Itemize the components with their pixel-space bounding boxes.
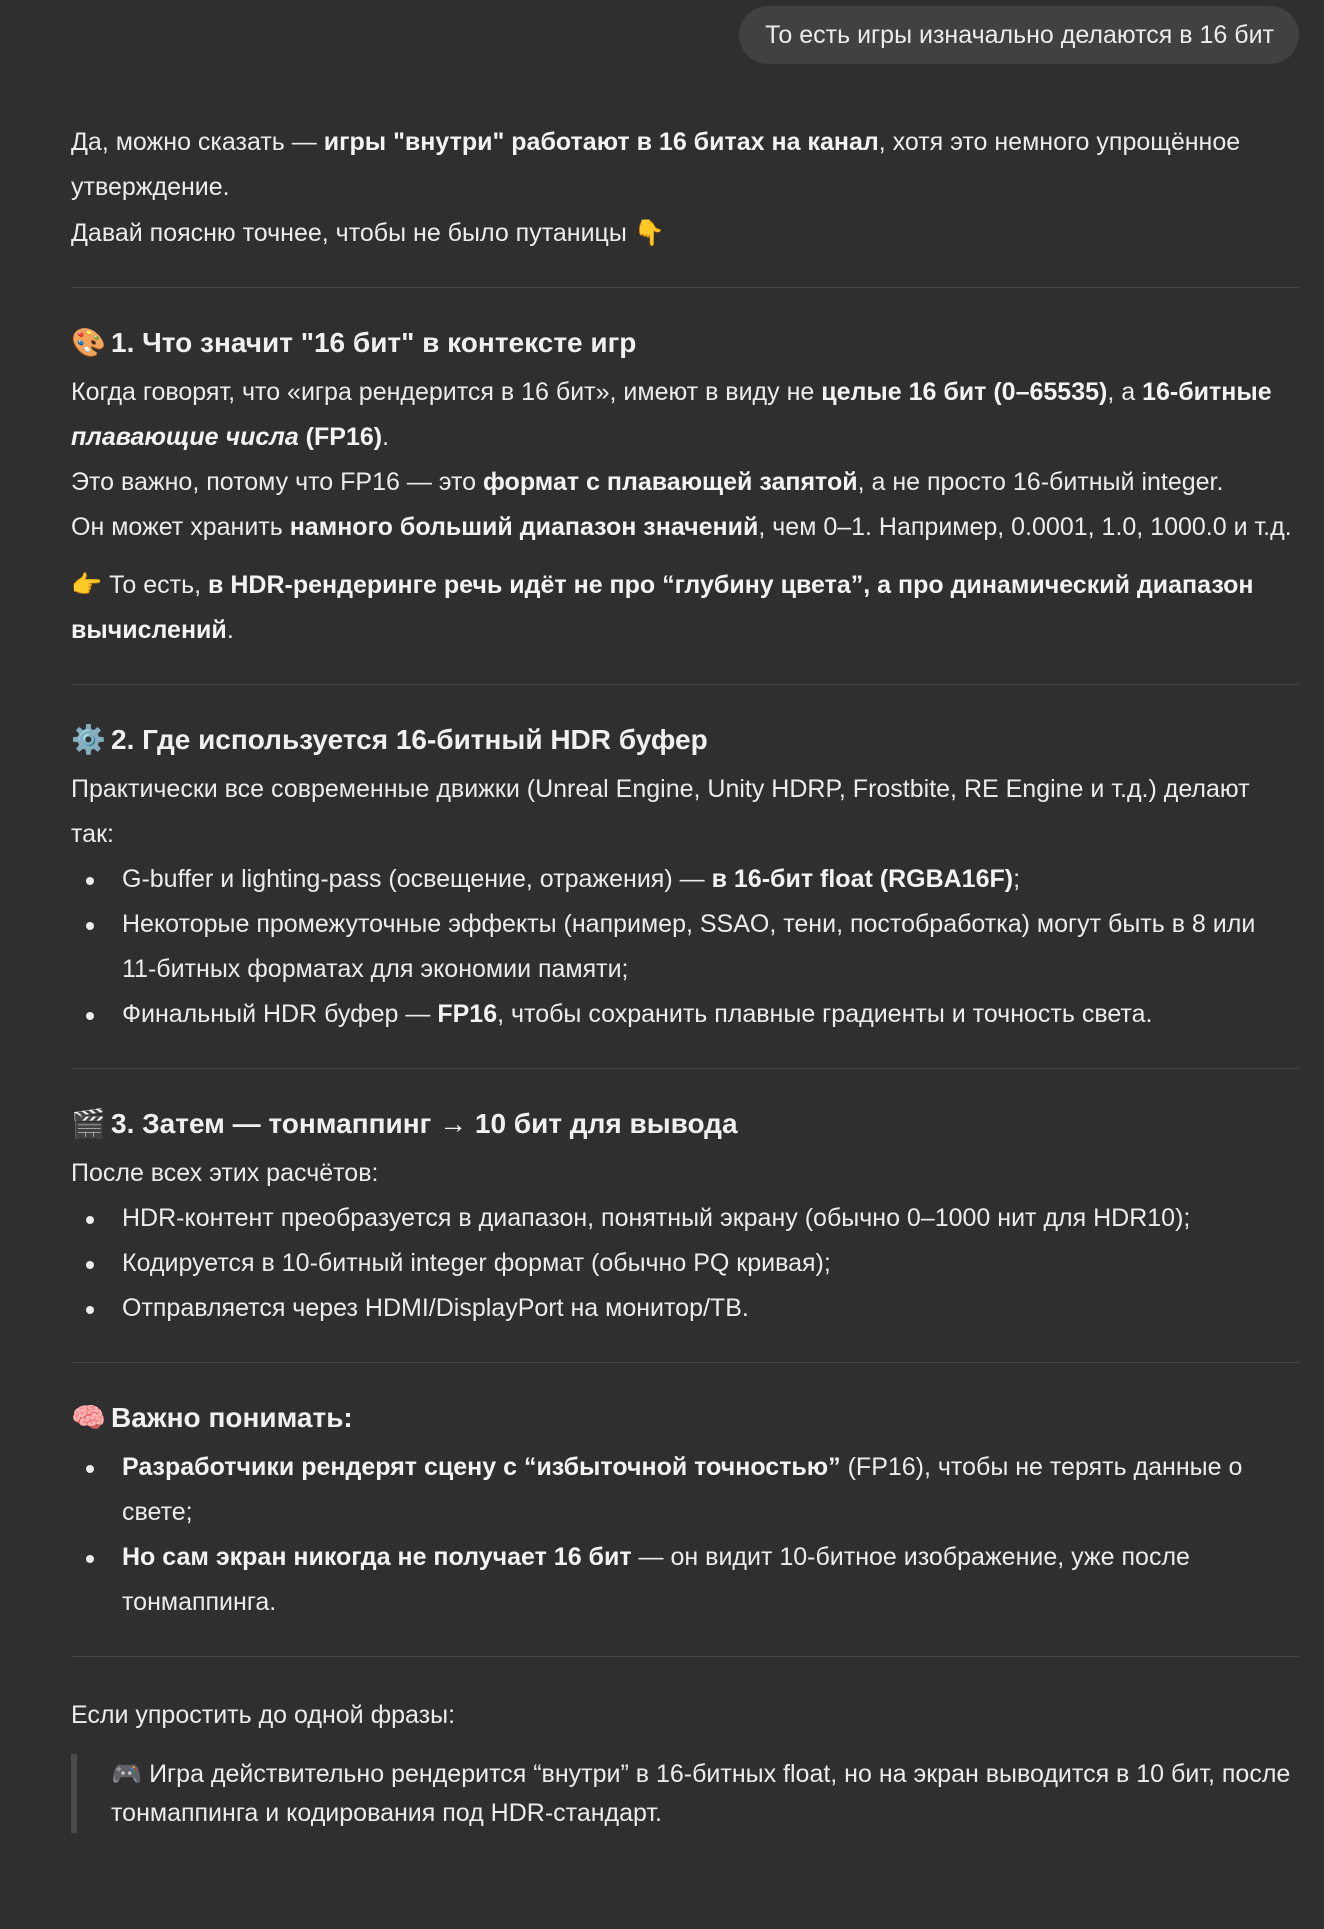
pointing-down-icon: 👇 (633, 218, 665, 247)
s1-text: Когда говорят, что «игра рендерится в 16 бит», имеют в виду не (71, 378, 822, 406)
section-4-list (71, 1445, 1299, 1625)
s4-bold: Разработчики рендерят сцену с “избыточной точностью” (122, 1453, 841, 1481)
gear-icon: ⚙️ (71, 723, 106, 756)
section-3-heading (71, 1104, 1299, 1144)
intro-line2: Давай поясню точнее, чтобы не было путаницы (71, 219, 627, 247)
s1-bold: целые 16 бит (0–65535) (821, 378, 1108, 406)
summary-lead: Если упростить до одной фразы: (71, 1701, 456, 1729)
list-item (71, 857, 1299, 902)
s1-bold: формат с плавающей запятой (483, 468, 858, 496)
clapperboard-icon: 🎬 (71, 1107, 106, 1140)
s1-text: , а не просто 16-битный integer. (857, 468, 1224, 496)
section-4-heading (71, 1398, 1299, 1438)
chat-thread (71, 0, 1299, 1833)
intro-bold: игры "внутри" работают в 16 битах на канал (323, 128, 879, 156)
user-message-bubble: То есть игры изначально делаются в 16 бит (739, 6, 1299, 64)
section-4-title: Важно понимать: (111, 1402, 353, 1433)
summary-quote-text: Игра действительно рендерится “внутри” в 16-битных float, но на экран выводится в 10 бит, после тонмаппинга и кодирования под HDR-стандарт. (111, 1760, 1291, 1827)
pointing-right-icon: 👉 (71, 570, 103, 599)
section-2-title: 2. Где используется 16-битный HDR буфер (111, 724, 708, 755)
brain-icon: 🧠 (71, 1401, 106, 1434)
s1-text: Он может хранить (71, 513, 290, 541)
s1-bold: (FP16) (298, 423, 383, 451)
section-1-paragraph (71, 370, 1299, 550)
list-item (71, 992, 1299, 1037)
s1-note-text: То есть, (102, 571, 209, 599)
s2-bold: в 16-бит float (RGBA16F) (711, 865, 1014, 893)
s1-note-bold: в HDR-рендеринге речь идёт не про “глубину цвета”, а про динамический диапазон вычислений (71, 571, 1254, 644)
game-controller-icon: 🎮 (111, 1759, 143, 1788)
s1-text: , чем 0–1. Например, 0.0001, 1.0, 1000.0 и т.д. (758, 513, 1292, 541)
list-item: Некоторые промежуточные эффекты (например, SSAO, тени, постобработка) могут быть в 8 или 11-битных форматах для экономии памяти; (71, 902, 1299, 992)
s2-text: G-buffer и lighting-pass (освещение, отражения) — (122, 865, 712, 893)
list-item: Кодируется в 10-битный integer формат (обычно PQ кривая); (71, 1241, 1299, 1286)
list-item: Отправляется через HDMI/DisplayPort на монитор/ТВ. (71, 1286, 1299, 1331)
intro-paragraph (71, 120, 1299, 256)
section-3-list (71, 1196, 1299, 1331)
section-1-note (71, 562, 1299, 653)
s1-note-text: . (226, 616, 234, 644)
s4-bold: Но сам экран никогда не получает 16 бит (122, 1543, 632, 1571)
s2-text: Финальный HDR буфер — (122, 1000, 438, 1028)
section-2-lead: Практически все современные движки (Unreal Engine, Unity HDRP, Frostbite, RE Engine и т.д.) делают так: (71, 775, 1250, 848)
intro-text-end: , хотя это немного упрощённое утверждение. (71, 128, 1241, 201)
summary-blockquote (71, 1754, 1299, 1833)
s1-bold-italic: плавающие числа (71, 423, 299, 451)
s1-bold: намного больший диапазон значений (289, 513, 759, 541)
user-message-row (71, 0, 1299, 64)
s1-bold: 16-битные (1142, 378, 1272, 406)
list-item (71, 1445, 1299, 1535)
section-3-lead: После всех этих расчётов: (71, 1159, 379, 1187)
s2-text: , чтобы сохранить плавные градиенты и точность света. (497, 1000, 1153, 1028)
s2-bold: FP16 (437, 1000, 498, 1028)
palette-icon: 🎨 (71, 326, 106, 359)
section-1-title: 1. Что значит "16 бит" в контексте игр (111, 327, 637, 358)
list-item (71, 1535, 1299, 1625)
section-2-list (71, 857, 1299, 1037)
s1-text: . (382, 423, 390, 451)
section-3-title: 3. Затем — тонмаппинг → 10 бит для вывода (111, 1108, 738, 1139)
s4-text: — он видит 10-битное изображение, уже после тонмаппинга. (122, 1543, 1190, 1616)
section-2-heading (71, 720, 1299, 760)
list-item: HDR-контент преобразуется в диапазон, понятный экрану (обычно 0–1000 нит для HDR10); (71, 1196, 1299, 1241)
intro-text: Да, можно сказать — (71, 128, 324, 156)
s4-text: (FP16), чтобы не терять данные о свете; (122, 1453, 1243, 1526)
assistant-message (71, 120, 1299, 1833)
section-1-heading (71, 323, 1299, 363)
s1-text: , а (1107, 378, 1143, 406)
s1-text: Это важно, потому что FP16 — это (71, 468, 484, 496)
s2-text: ; (1013, 865, 1021, 893)
